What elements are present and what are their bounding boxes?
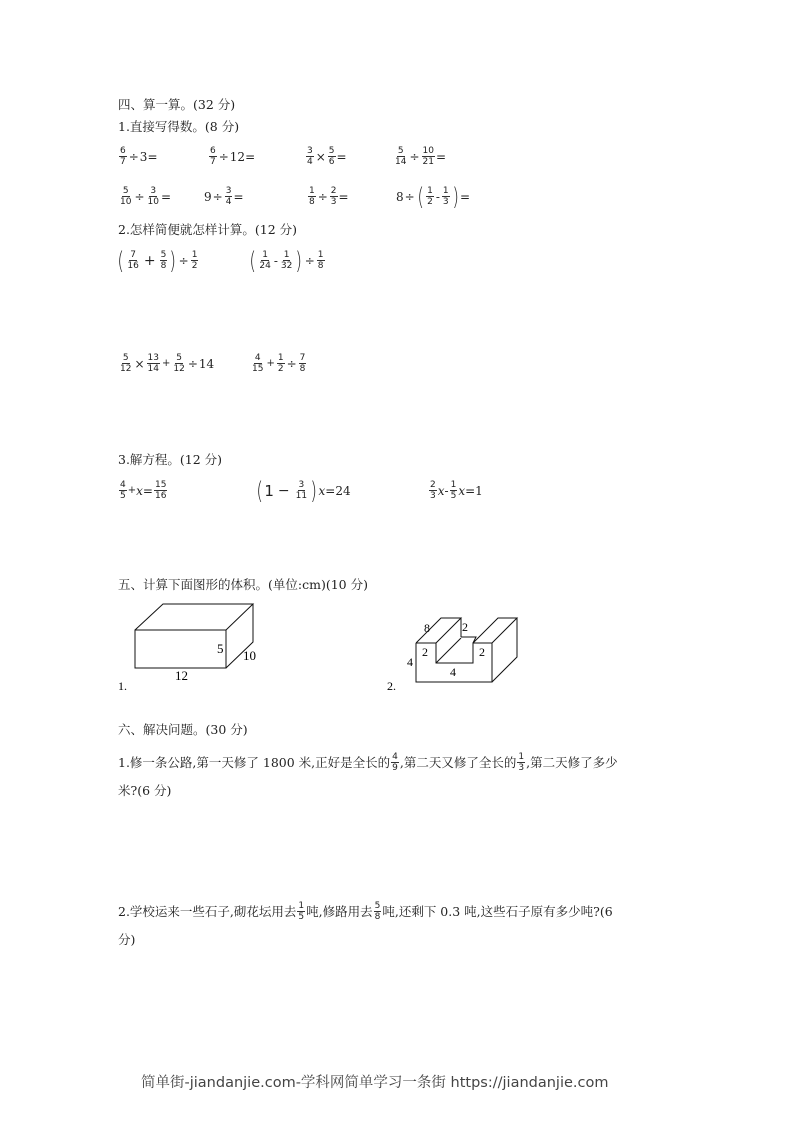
- operator: ÷: [134, 189, 145, 204]
- cuboid-height-label: 5: [217, 641, 224, 656]
- num: 5: [328, 146, 335, 156]
- num: 1: [442, 186, 449, 196]
- den: 12: [120, 364, 132, 374]
- num: 5: [397, 146, 404, 156]
- part2-title: 2.怎样简便就怎样计算。(12 分): [118, 222, 298, 237]
- right-paren: ): [295, 246, 303, 275]
- operator: ÷: [317, 189, 328, 204]
- num: 5: [122, 353, 129, 363]
- problem-2-line2: 分): [118, 932, 136, 947]
- operator: ÷: [128, 149, 139, 164]
- operand: 8: [396, 189, 404, 204]
- den: 14: [395, 157, 407, 167]
- den: 3: [442, 197, 449, 207]
- den: 16: [154, 491, 167, 501]
- den: 8: [317, 261, 324, 271]
- den: 21: [422, 157, 434, 167]
- operator: -: [273, 253, 278, 268]
- figure2-label: 2.: [387, 679, 396, 693]
- problem-2: [118, 901, 613, 922]
- den: 10: [147, 197, 159, 207]
- ublock-height-label: 4: [407, 655, 413, 669]
- variable: x: [458, 483, 466, 498]
- den: 2: [191, 261, 198, 271]
- num: 10: [422, 146, 434, 156]
- operand: 14: [198, 356, 215, 371]
- operand: 1: [264, 481, 274, 500]
- left-paren: (: [117, 246, 124, 275]
- den: 14: [147, 364, 159, 374]
- equals: =: [245, 149, 256, 164]
- equals: =: [147, 149, 158, 164]
- ublock-depth-label: 8: [424, 621, 430, 635]
- variable: x: [136, 483, 143, 498]
- equals: =: [160, 189, 172, 204]
- num: 4: [120, 480, 126, 490]
- den: 5: [120, 491, 126, 501]
- num: 5: [122, 186, 129, 196]
- section5-title: 五、计算下面图形的体积。(单位:cm)(10 分): [118, 577, 368, 592]
- num: 1: [317, 250, 324, 260]
- den: 16: [127, 261, 139, 271]
- den: 15: [252, 364, 264, 374]
- num: 6: [120, 146, 126, 156]
- part1-title: 1.直接写得数。(8 分): [118, 119, 240, 134]
- num: 1: [450, 480, 457, 490]
- num: 6: [210, 146, 216, 156]
- problem-text: 吨,还剩下 0.3 吨,这些石子原有多少吨?(6: [382, 903, 613, 919]
- num: 1: [427, 186, 433, 196]
- num: 2: [330, 186, 337, 196]
- problem-text: ,第二天又修了全长的: [399, 754, 517, 770]
- den: 7: [120, 157, 126, 167]
- operator: ÷: [404, 189, 415, 204]
- operand: 12: [229, 149, 246, 164]
- ublock-rightw-label: 2: [479, 645, 485, 659]
- problem-1-line2: 米?(6 分): [118, 783, 172, 798]
- section6-title: 六、解决问题。(30 分): [118, 722, 248, 737]
- den: 5: [450, 491, 457, 501]
- operand: 3: [139, 149, 148, 164]
- operator: ÷: [304, 253, 315, 268]
- num: 3: [150, 186, 157, 196]
- left-paren: (: [256, 476, 263, 505]
- operator: ÷: [218, 149, 229, 164]
- den: 8: [309, 197, 315, 207]
- problem-text: ,第二天修了多少: [526, 754, 618, 770]
- operator: -: [444, 483, 449, 498]
- cuboid-width-label: 10: [243, 648, 256, 663]
- rhs: =24: [325, 483, 351, 498]
- den: 3: [330, 197, 337, 207]
- operator: +: [127, 485, 137, 496]
- equals: =: [142, 483, 153, 498]
- operator: ÷: [178, 253, 189, 268]
- operator: -: [435, 189, 440, 204]
- operator: ×: [315, 149, 326, 164]
- num: 3: [298, 480, 305, 490]
- num: 7: [130, 250, 136, 260]
- ublock-leftw-label: 2: [422, 645, 428, 659]
- den: 6: [328, 157, 335, 167]
- den: 4: [225, 197, 232, 207]
- left-paren: (: [249, 246, 256, 275]
- num: 3: [225, 186, 232, 196]
- num: 5: [374, 901, 381, 911]
- num: 1: [277, 353, 284, 363]
- operator: −: [277, 482, 290, 499]
- equals: =: [233, 189, 244, 204]
- num: 2: [430, 480, 436, 490]
- num: 13: [147, 353, 159, 363]
- den: 32: [280, 261, 293, 271]
- right-paren: ): [169, 246, 177, 275]
- den: 8: [374, 912, 381, 922]
- num: 4: [392, 752, 398, 762]
- operator: +: [143, 252, 156, 269]
- den: 3: [518, 763, 525, 773]
- den: 2: [427, 197, 433, 207]
- operator: ×: [134, 356, 145, 371]
- right-paren: ): [452, 182, 459, 211]
- operator: +: [161, 358, 171, 369]
- num: 1: [298, 901, 305, 911]
- equals: =: [336, 149, 347, 164]
- den: 12: [173, 364, 185, 374]
- den: 10: [120, 197, 132, 207]
- problem-text: 2.学校运来一些石子,砌花坛用去: [118, 903, 297, 919]
- num: 1: [191, 250, 198, 260]
- den: 3: [430, 491, 436, 501]
- den: 8: [299, 364, 306, 374]
- problem-text: 1.修一条公路,第一天修了 1800 米,正好是全长的: [118, 754, 391, 770]
- operator: ÷: [286, 356, 297, 371]
- num: 1: [518, 752, 525, 762]
- num: 4: [254, 353, 261, 363]
- section4-title: 四、算一算。(32 分): [118, 97, 236, 112]
- num: 1: [262, 250, 268, 260]
- den: 7: [210, 157, 216, 167]
- num: 3: [307, 146, 313, 156]
- ublock-notch-label: 4: [450, 665, 456, 679]
- right-paren: ): [310, 476, 318, 505]
- equals: =: [338, 189, 349, 204]
- rhs: =1: [465, 483, 483, 498]
- problem-text: 吨,修路用去: [306, 903, 373, 919]
- operator: ÷: [187, 356, 198, 371]
- footer-watermark: 简单街-jiandanjie.com-学科网简单学习一条街 https://jiandanjie.com: [141, 1075, 609, 1091]
- num: 5: [176, 353, 182, 363]
- den: 24: [259, 261, 271, 271]
- ublock-topgap-label: 2: [462, 620, 468, 634]
- num: 15: [154, 480, 167, 490]
- num: 7: [299, 353, 306, 363]
- problem-1: [118, 752, 618, 773]
- equals: =: [459, 189, 471, 204]
- variable: x: [318, 483, 326, 498]
- figure1-label: 1.: [118, 679, 127, 693]
- cuboid-length-label: 12: [175, 668, 188, 683]
- cuboid-figure: [135, 604, 253, 668]
- num: 5: [160, 250, 167, 260]
- den: 8: [160, 261, 167, 271]
- num: 1: [309, 186, 315, 196]
- equals: =: [435, 149, 447, 164]
- den: 9: [392, 763, 398, 773]
- left-paren: (: [417, 182, 424, 211]
- operator: +: [266, 358, 275, 369]
- operator: ÷: [212, 189, 223, 204]
- den: 5: [298, 912, 305, 922]
- operand: 9: [204, 189, 212, 204]
- operator: ÷: [409, 149, 420, 164]
- variable: x: [437, 483, 445, 498]
- den: 4: [307, 157, 313, 167]
- den: 2: [277, 364, 284, 374]
- num: 1: [283, 250, 290, 260]
- den: 11: [295, 491, 308, 501]
- part3-title: 3.解方程。(12 分): [118, 452, 223, 467]
